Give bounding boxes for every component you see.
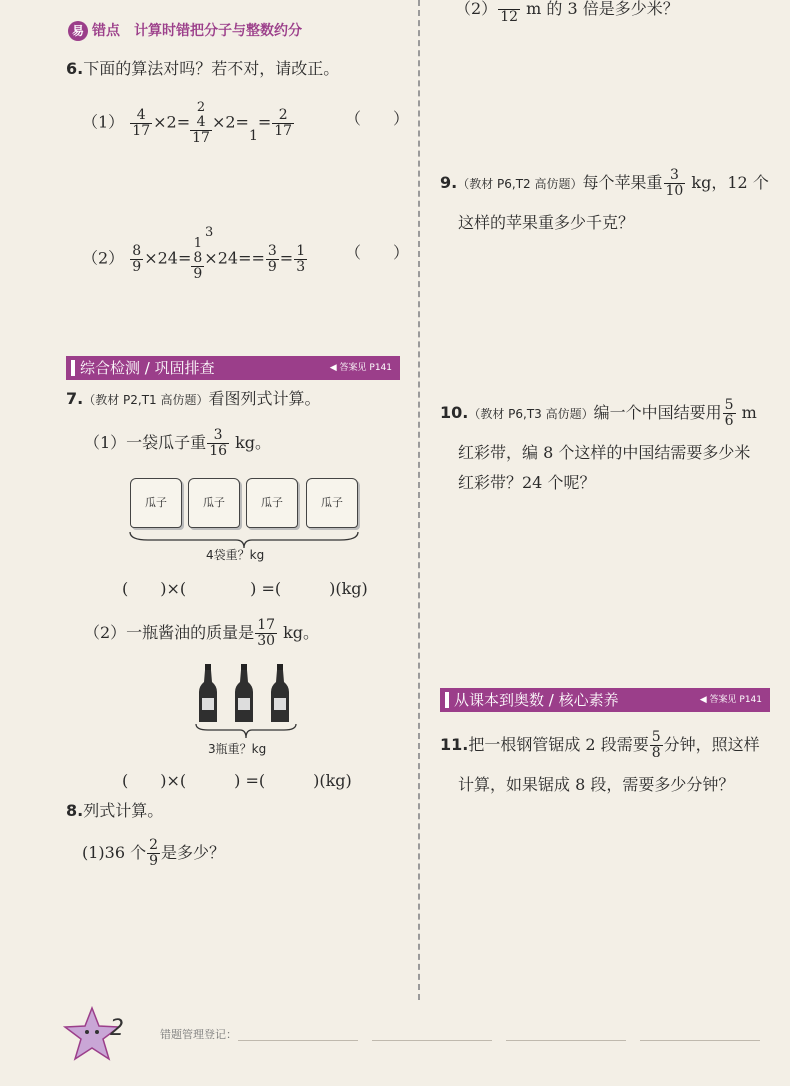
question-text: 是多少？ [161,843,226,862]
denominator: 9 [267,258,277,275]
log-line-3[interactable] [506,1040,626,1041]
numerator: 5 [724,397,734,413]
question-number: 7. [66,389,84,408]
fraction [723,398,736,429]
numerator: 2 [278,106,288,123]
operator: ×24= [144,248,192,268]
q7-formula1[interactable]: ( )×( ) =( )(kg) [122,579,368,598]
numerator: 2 [149,837,159,853]
q6-p2-answer-paren[interactable]: （ ） [345,243,410,262]
denominator: 9 [193,266,203,282]
fraction [650,730,663,761]
part-label: （2）一瓶酱油的质量是 [84,623,255,642]
denominator: 6 [724,413,734,429]
fraction [191,251,204,282]
fraction [272,108,294,139]
question-source: （教材 P6,T3 高仿题） [468,407,594,421]
part-label: （1）一袋瓜子重 [84,433,207,452]
cancel-stack [191,236,204,282]
question-text: 下面的算法对吗？若不对，请改正。 [83,59,340,78]
question-11 [440,730,760,761]
seed-bag-1: 瓜子 [130,478,182,528]
q10-line2: 红彩带，编 8 个这样的中国结需要多少米 [458,443,751,462]
question-number: 11. [440,735,469,754]
fraction [664,168,686,199]
cancel-bottom-wrap [249,129,258,144]
question-text: 把一根钢管锯成 2 段需要 [468,735,649,754]
operator: = [279,248,294,268]
q6-part1 [82,100,295,146]
error-label: 错点 [92,23,120,39]
numerator: 8 [193,250,203,266]
q-partial-text: m 的 3 倍是多少米？ [521,0,679,18]
q10-line3: 红彩带？24 个呢？ [458,473,596,492]
fraction [190,115,212,146]
numerator: 4 [196,114,206,130]
operator: ×2= [153,112,191,132]
log-line-4[interactable] [640,1040,760,1041]
error-title: 计算时错把分子与整数约分 [134,23,302,39]
question-10 [440,398,757,429]
section-header-review [66,356,400,380]
fraction [130,244,143,275]
cancel-bottom: 1 [248,127,258,144]
question-text: 看图列式计算。 [208,389,321,408]
operator: = [251,248,265,268]
cancel-stack [190,100,212,146]
q6-part2 [82,236,308,282]
denominator: 17 [192,130,210,146]
q7-part2 [84,618,319,649]
question-text: 列式计算。 [83,801,164,820]
numerator: 3 [669,167,679,183]
error-badge-icon: 易 [68,21,88,41]
question-9 [440,168,769,199]
seed-bag-3: 瓜子 [246,478,298,528]
operator: ×24= [204,248,252,268]
column-divider [418,0,420,1000]
q8-part1 [82,838,225,869]
bags-caption: 4袋重？kg [206,548,265,562]
fraction [207,428,229,459]
unit: kg。 [278,623,320,642]
denominator: 10 [665,183,684,199]
question-text: 每个苹果重 [582,173,663,192]
fraction [147,838,160,869]
fraction [266,244,279,275]
page-number: 2 [110,1016,124,1041]
cancel-top-3: 3 [205,225,214,240]
question-text: 分钟，照这样 [663,735,760,754]
q7-formula2[interactable]: ( )×( ) =( )(kg) [122,771,352,790]
denominator: 12 [500,9,519,25]
question-number: 6. [66,59,84,78]
log-line-1[interactable] [238,1040,358,1041]
denominator: 30 [257,633,276,649]
denominator: 9 [149,853,159,869]
section-title: 综合检测 / 巩固排查 [80,359,215,377]
numerator [498,0,520,9]
operator: = [257,112,272,132]
part-label: (1)36 个 [82,843,147,862]
question-number: 10. [440,403,469,422]
part-label: （1） [82,112,125,132]
bottles-caption: 3瓶重？kg [208,742,267,756]
denominator: 17 [274,122,293,139]
denominator: 9 [132,258,142,275]
log-line-2[interactable] [372,1040,492,1041]
operator: ×2= [211,112,249,132]
question-number: 9. [440,173,458,192]
question-number: 8. [66,801,84,820]
q9-line2: 这样的苹果重多少千克？ [458,213,635,232]
numerator: 1 [296,242,306,259]
seed-bag-2: 瓜子 [188,478,240,528]
question-text: m [736,403,757,422]
brace-icon [194,722,298,740]
question-source: （教材 P2,T1 高仿题） [83,393,209,407]
cancel-top: 2 [196,100,206,115]
question-text: kg，12 个 [686,173,769,192]
q6-p1-answer-paren[interactable]: （ ） [345,109,410,128]
part-label: （2） [82,248,125,268]
question-text: 编一个中国结要用 [593,403,722,422]
fraction [255,618,277,649]
soy-bottle-1-icon [198,664,218,724]
section-header-olympiad [440,688,770,712]
numerator: 5 [651,729,661,745]
fraction [294,244,307,275]
denominator: 8 [651,745,661,761]
denominator: 3 [296,258,306,275]
error-log-label: 错题管理登记： [160,1028,237,1041]
numerator: 3 [213,427,223,443]
soy-bottle-2-icon [234,664,254,724]
section-title: 从课本到奥数 / 核心素养 [454,691,619,709]
answer-ref: ◀ 答案见 P141 [329,363,392,373]
numerator: 8 [132,242,142,259]
soy-bottle-3-icon [270,664,290,724]
q7-part1 [84,428,271,459]
cancel-top: 1 [193,236,202,251]
q-partial-top [455,0,679,25]
question-8 [66,800,163,822]
denominator: 16 [209,443,228,459]
fraction [130,108,152,139]
denominator: 17 [132,122,151,139]
question-source: （教材 P6,T2 高仿题） [457,177,583,191]
q-partial-prefix: （2） [455,0,498,18]
seed-bag-4: 瓜子 [306,478,358,528]
answer-ref: ◀ 答案见 P141 [699,695,762,705]
numerator: 3 [267,242,277,259]
q11-line2: 计算，如果锯成 8 段，需要多少分钟？ [458,775,735,794]
numerator: 4 [136,106,146,123]
unit: kg。 [230,433,272,452]
fraction [498,0,520,25]
question-6 [66,58,339,80]
numerator: 17 [257,617,276,633]
question-7 [66,388,321,411]
error-point-header [68,20,302,41]
